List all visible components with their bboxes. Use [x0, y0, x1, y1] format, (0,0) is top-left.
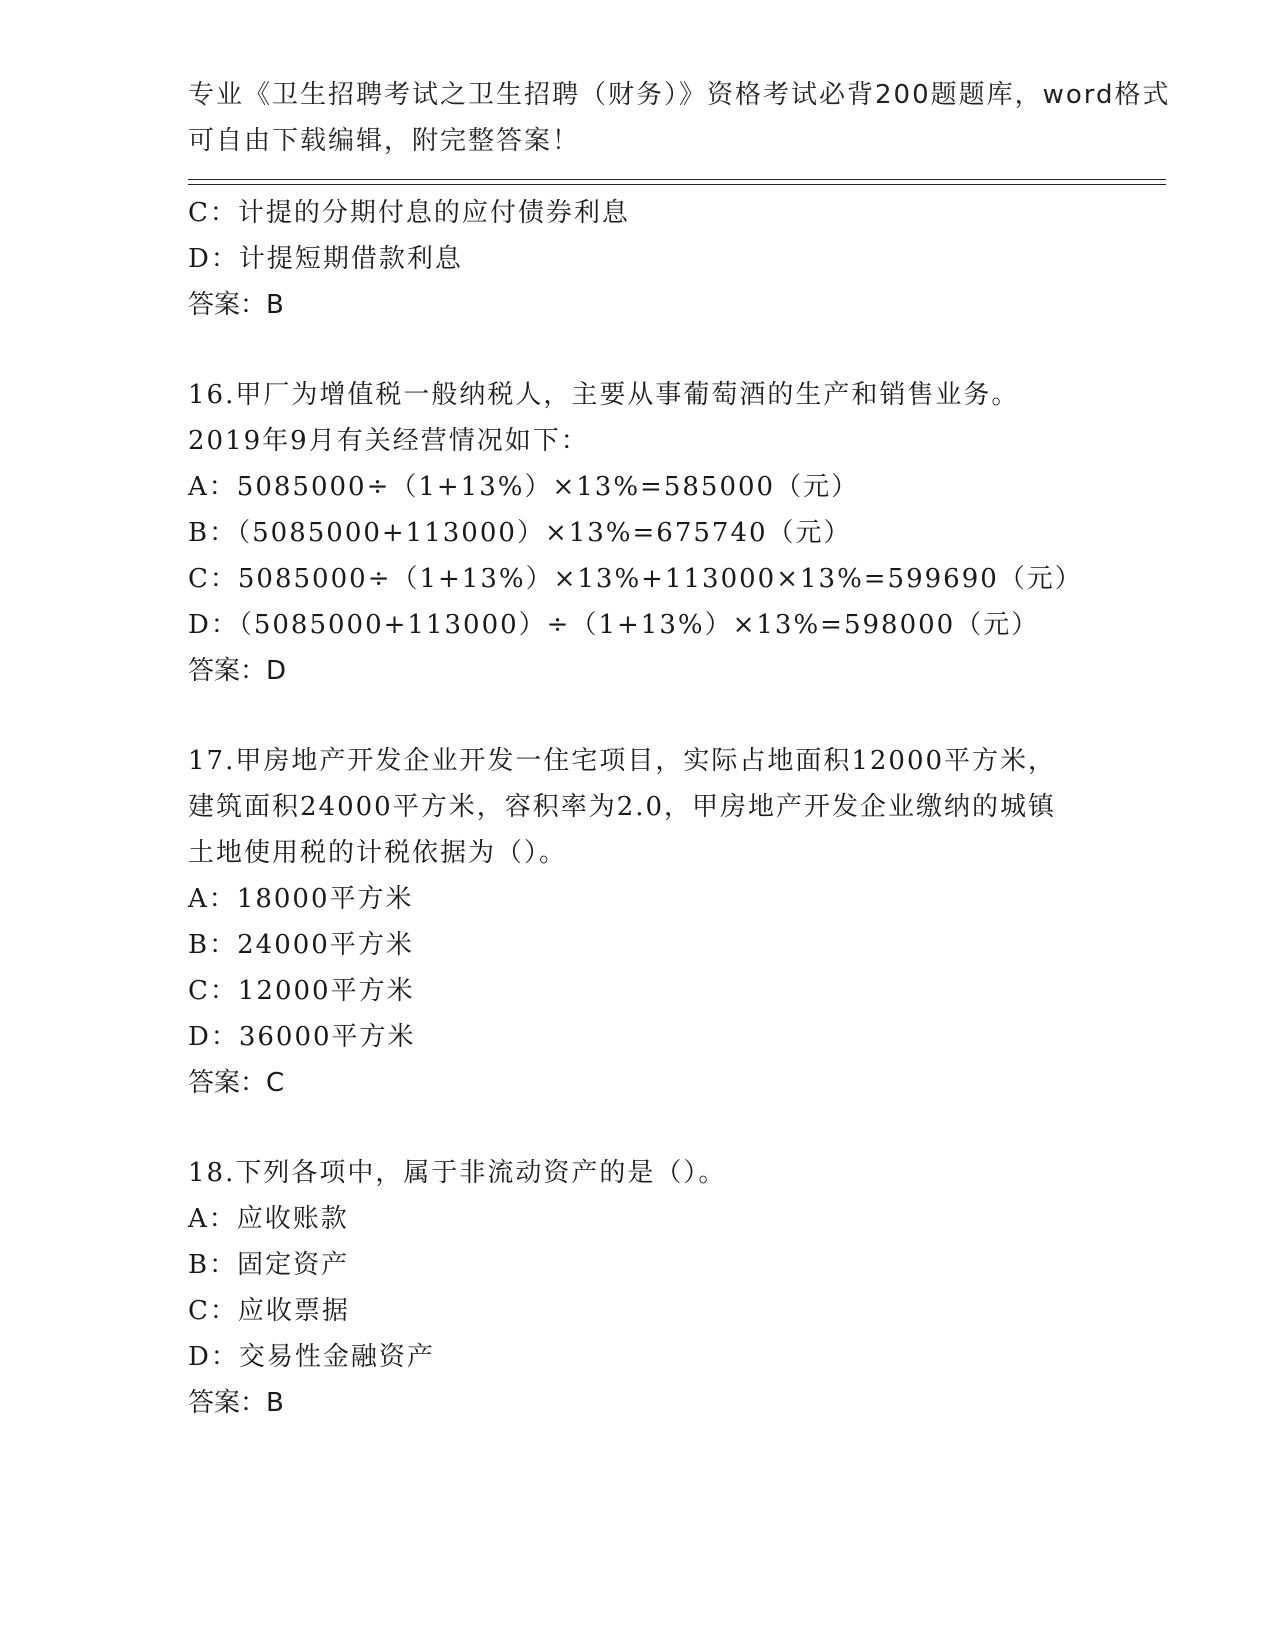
document-header — [188, 72, 1171, 164]
option-a: A：18000平方米 — [188, 884, 414, 914]
option-a: A：应收账款 — [188, 1204, 349, 1234]
option-c: C：应收票据 — [188, 1296, 350, 1326]
option-c: C：计提的分期付息的应付债券利息 — [188, 198, 630, 228]
question-text-line: 土地使用税的计税依据为（）。 — [188, 838, 568, 868]
option-c: C：12000平方米 — [188, 976, 415, 1006]
question-17 — [188, 738, 1088, 1106]
question-18 — [188, 1150, 1088, 1426]
header-divider-top — [188, 179, 1166, 180]
question-text-line: 16.甲厂为增值税一般纳税人，主要从事葡萄酒的生产和销售业务。 — [188, 380, 1020, 410]
question-text-line: 18.下列各项中，属于非流动资产的是（）。 — [188, 1158, 727, 1188]
spacer — [188, 1106, 1088, 1150]
header-divider-bottom — [188, 184, 1166, 185]
option-b: B：固定资产 — [188, 1250, 350, 1280]
option-d: D：交易性金融资产 — [188, 1342, 435, 1372]
spacer — [188, 694, 1088, 738]
question-text-line: 建筑面积24000平方米，容积率为2.0，甲房地产开发企业缴纳的城镇 — [188, 792, 1057, 822]
option-c: C：5085000÷（1+13%）×13%+113000×13%=599690（元） — [188, 564, 1083, 594]
option-b: B：（5085000+113000）×13%=675740（元） — [188, 518, 852, 548]
header-title-line-1: 专业《卫生招聘考试之卫生招聘（财务）》资格考试必背200题题库，word格式 — [188, 80, 1171, 110]
question-16 — [188, 372, 1088, 694]
question-15-continued — [188, 190, 1088, 328]
answer-line: 答案：B — [188, 1388, 284, 1418]
header-title-line-2: 可自由下载编辑，附完整答案！ — [188, 126, 581, 156]
option-b: B：24000平方米 — [188, 930, 414, 960]
spacer — [188, 328, 1088, 372]
question-text-line: 17.甲房地产开发企业开发一住宅项目，实际占地面积12000平方米， — [188, 746, 1057, 776]
option-d: D：36000平方米 — [188, 1022, 416, 1052]
answer-line: 答案：B — [188, 290, 284, 320]
option-d: D：（5085000+113000）÷（1+13%）×13%=598000（元） — [188, 610, 1040, 640]
question-text-line: 2019年9月有关经营情况如下： — [188, 426, 589, 456]
option-d: D：计提短期借款利息 — [188, 244, 463, 274]
question-content — [188, 190, 1088, 1426]
answer-line: 答案：C — [188, 1068, 285, 1098]
answer-line: 答案：D — [188, 656, 287, 686]
option-a: A：5085000÷（1+13%）×13%=585000（元） — [188, 472, 860, 502]
